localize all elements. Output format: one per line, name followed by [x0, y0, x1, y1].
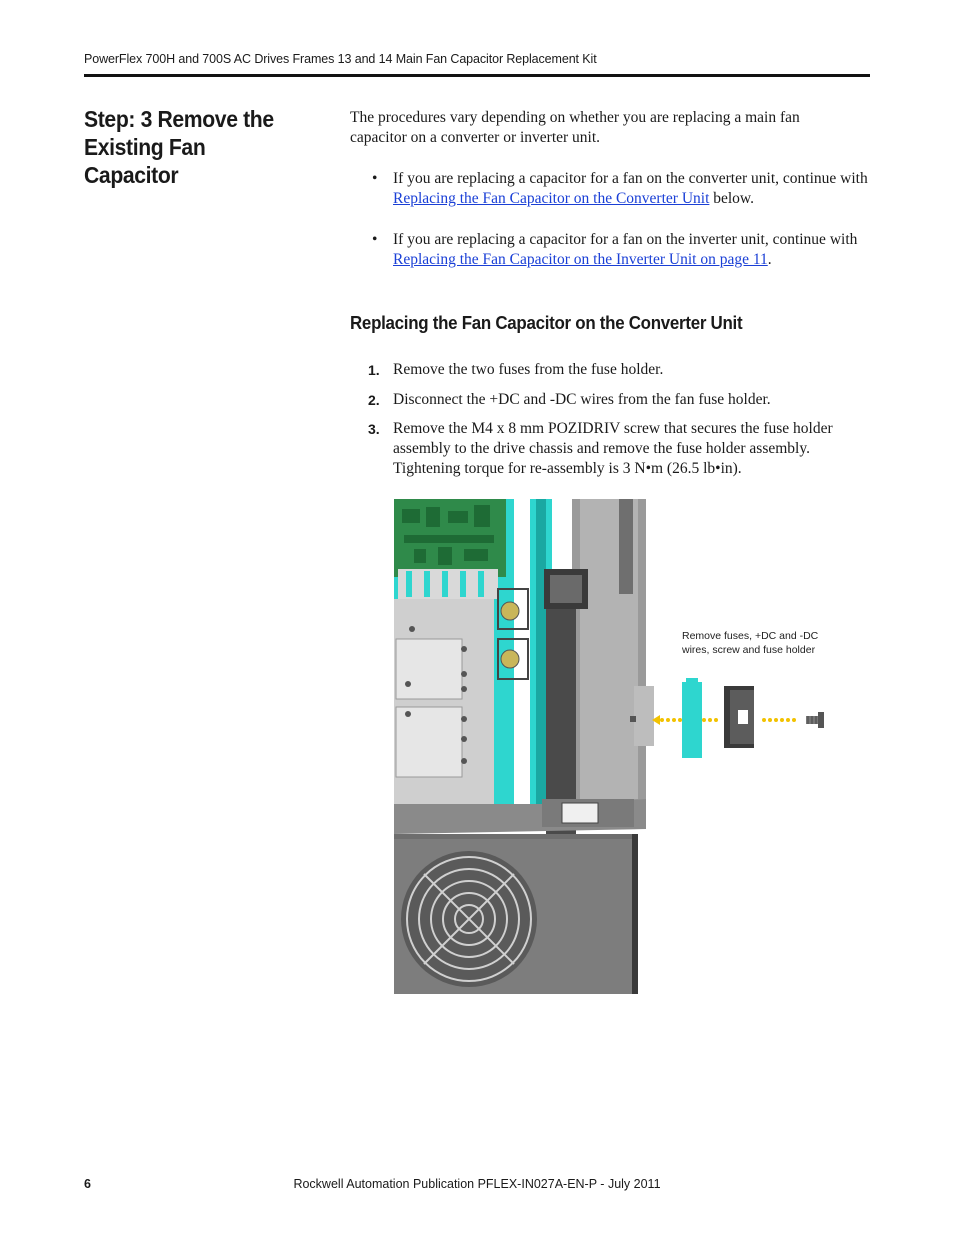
section-heading: Replacing the Fan Capacitor on the Converter Unit [350, 313, 743, 333]
step-text: Remove the two fuses from the fuse holder. [393, 361, 664, 378]
drive-illustration [394, 499, 646, 994]
step-number: 1. [368, 362, 380, 378]
running-header: PowerFlex 700H and 700S AC Drives Frames 13 and 14 Main Fan Capacitor Replacement Kit [84, 52, 597, 66]
link-inverter-unit[interactable]: Replacing the Fan Capacitor on the Inverter Unit on page 11 [393, 251, 768, 268]
intro-paragraph: The procedures vary depending on whether you are replacing a main fan capacitor on a converter or inverter unit. [350, 109, 800, 146]
page-number: 6 [84, 1177, 91, 1191]
list-item [350, 230, 870, 270]
exploded-fuse-holder-illustration [630, 676, 840, 766]
publication-footer: Rockwell Automation Publication PFLEX-IN027A-EN-P - July 2011 [293, 1177, 661, 1191]
step-title: Step: 3 Remove the Existing Fan Capacitor [84, 106, 274, 188]
link-converter-unit[interactable]: Replacing the Fan Capacitor on the Converter Unit [393, 190, 710, 207]
bullet-text: If you are replacing a capacitor for a fan on the inverter unit, continue with [393, 231, 858, 248]
list-item [350, 360, 870, 380]
header-rule [84, 74, 870, 77]
bullet-text: . [767, 251, 772, 268]
figure-callout: Remove fuses, +DC and -DC wires, screw and fuse holder [682, 630, 819, 656]
bullet-text: below. [709, 190, 754, 207]
bullet-text: If you are replacing a capacitor for a fan on the converter unit, continue with [393, 170, 868, 187]
procedure-options-list [350, 169, 870, 291]
step-number: 3. [368, 421, 380, 437]
step-list [350, 360, 870, 489]
list-item [350, 390, 870, 410]
step-text: Disconnect the +DC and -DC wires from the fan fuse holder. [393, 390, 771, 408]
list-item [350, 169, 870, 209]
step-text: Remove the M4 x 8 mm POZIDRIV screw that secures the fuse holder assembly to the drive chassis and remove the fuse holder assembly. Tightening torque for re-assembly is 3 N•m (26.5 lb•in). [393, 420, 833, 477]
list-item [350, 419, 870, 479]
step-number: 2. [368, 391, 380, 408]
